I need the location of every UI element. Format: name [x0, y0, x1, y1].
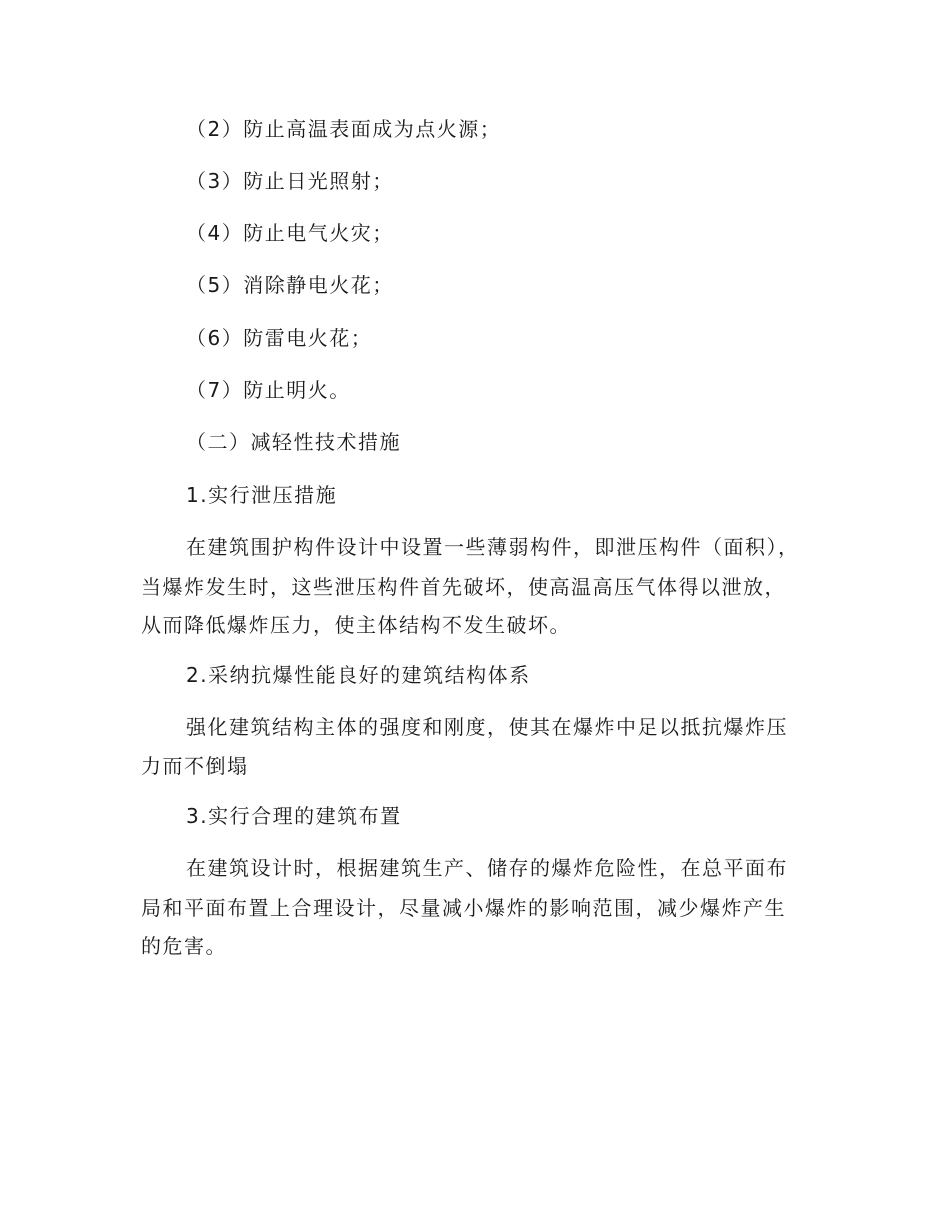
list-item: （6）防雷电火花；	[186, 326, 373, 350]
subsection-heading: 2.采纳抗爆性能良好的建筑结构体系	[186, 663, 531, 687]
subsection-heading: 1.实行泄压措施	[186, 483, 338, 507]
paragraph-line: 强化建筑结构主体的强度和刚度，使其在爆炸中足以抵抗爆炸压	[186, 715, 788, 739]
list-item: （2）防止高温表面成为点火源；	[186, 117, 502, 141]
list-item: （3）防止日光照射；	[186, 169, 394, 193]
paragraph-line: 从而降低爆炸压力，使主体结构不发生破坏。	[141, 613, 571, 637]
paragraph-line: 局和平面布置上合理设计，尽量减小爆炸的影响范围，减少爆炸产生	[141, 896, 786, 920]
paragraph-line: 当爆炸发生时，这些泄压构件首先破坏，使高温高压气体得以泄放，	[141, 575, 786, 599]
list-item: （7）防止明火。	[186, 378, 351, 402]
paragraph-line: 在建筑围护构件设计中设置一些薄弱构件，即泄压构件（面积），	[186, 535, 800, 559]
list-item: （5）消除静电火花；	[186, 273, 394, 297]
section-heading: （二）减轻性技术措施	[186, 430, 401, 454]
paragraph-line: 的危害。	[141, 934, 227, 958]
paragraph-line: 力而不倒塌	[141, 754, 249, 778]
list-item: （4）防止电气火灾；	[186, 221, 394, 245]
subsection-heading: 3.实行合理的建筑布置	[186, 804, 402, 828]
paragraph-line: 在建筑设计时，根据建筑生产、储存的爆炸危险性，在总平面布	[186, 856, 788, 880]
